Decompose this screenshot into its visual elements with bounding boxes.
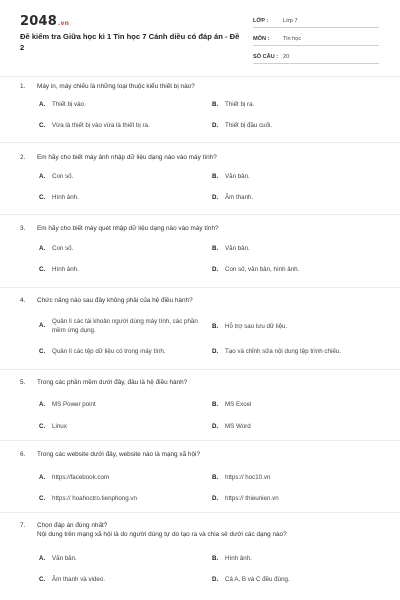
option-c[interactable] — [39, 423, 189, 432]
option-text: Con số. — [52, 245, 74, 252]
question-number: 4. — [20, 297, 26, 304]
option-letter: C. — [39, 348, 46, 355]
option-d[interactable] — [212, 576, 382, 585]
option-text: Văn bản. — [225, 173, 250, 180]
question-divider — [0, 287, 400, 288]
meta-value: Tin học — [283, 35, 302, 42]
question-1 — [20, 82, 385, 129]
option-c[interactable] — [39, 194, 189, 203]
option-letter: A. — [39, 474, 46, 481]
option-d[interactable] — [212, 266, 384, 275]
option-letter: C. — [39, 576, 46, 583]
option-text: Âm thanh và video. — [52, 576, 105, 583]
option-d[interactable] — [212, 495, 382, 504]
header-divider — [0, 76, 400, 77]
meta-row-class — [253, 14, 379, 28]
option-letter: B. — [212, 401, 219, 408]
option-letter: D. — [212, 194, 219, 201]
option-a[interactable] — [39, 555, 189, 564]
option-text: MS Word — [225, 423, 251, 430]
question-text: Trong các phần mềm dưới đây, đâu là hệ điều hành? — [37, 379, 188, 386]
option-letter: A. — [39, 555, 46, 562]
option-b[interactable] — [212, 245, 382, 254]
option-a[interactable] — [39, 101, 189, 110]
option-text: Hỗ trợ sao lưu dữ liệu. — [225, 323, 288, 330]
meta-label: LỚP : — [253, 17, 269, 24]
option-d[interactable] — [212, 122, 382, 131]
option-text: Linux — [52, 423, 67, 430]
option-letter: A. — [39, 245, 46, 252]
question-text — [37, 521, 385, 539]
question-stem — [20, 224, 385, 233]
question-text: Chức năng nào sau đây không phải của hệ điều hành? — [37, 297, 193, 304]
site-logo[interactable] — [20, 14, 69, 29]
question-text: Máy in, máy chiếu là những loại thuộc kiểu thiết bị nào? — [37, 83, 195, 90]
option-text: Vừa là thiết bị vào vừa là thiết bị ra. — [52, 122, 150, 129]
option-b[interactable] — [212, 474, 382, 483]
question-number: 2. — [20, 154, 26, 161]
question-stem — [20, 153, 385, 162]
option-text: https:// thieunien.vn — [225, 495, 279, 502]
option-d[interactable] — [212, 348, 387, 357]
question-2 — [20, 153, 385, 201]
option-d[interactable] — [212, 194, 382, 203]
logo-suffix: .vn — [57, 20, 70, 27]
question-text: Em hãy cho biết máy quét nhập dữ liệu dạng nào vào máy tính? — [37, 225, 219, 232]
question-text-line: Nội dung trên mạng xã hội là do người dùng tự do tạo ra và chia sẻ dưới các dạng nào? — [37, 531, 287, 538]
option-text: Văn bản. — [225, 245, 250, 252]
option-text: Con số. — [52, 173, 74, 180]
option-c[interactable] — [39, 266, 189, 275]
option-letter: A. — [39, 101, 46, 108]
question-4 — [20, 296, 385, 355]
option-c[interactable] — [39, 576, 189, 585]
question-divider — [0, 440, 400, 441]
option-b[interactable] — [212, 401, 382, 410]
option-letter: C. — [39, 122, 46, 129]
option-letter: B. — [212, 101, 219, 108]
option-text: MS Power point — [52, 401, 96, 408]
option-text: Thiết bị đầu cuối. — [225, 122, 273, 129]
question-number: 3. — [20, 225, 26, 232]
option-b[interactable] — [212, 101, 382, 110]
option-a[interactable] — [39, 318, 199, 335]
question-stem — [20, 378, 385, 387]
option-text: Hình ảnh. — [52, 266, 79, 273]
document-header — [0, 0, 400, 72]
option-letter: C. — [39, 495, 46, 502]
option-letter: C. — [39, 194, 46, 201]
option-a[interactable] — [39, 245, 189, 254]
question-divider — [0, 214, 400, 215]
option-text: Thiết bị ra. — [225, 101, 255, 108]
question-6 — [20, 450, 385, 502]
option-letter: C. — [39, 423, 46, 430]
option-text: Văn bản. — [52, 555, 77, 562]
option-text: Tạo và chỉnh sửa nội dung tệp trình chiếu. — [225, 348, 341, 355]
meta-value: Lớp 7 — [283, 17, 298, 24]
option-text: MS Excel — [225, 401, 252, 408]
question-stem — [20, 82, 385, 91]
meta-row-subject — [253, 32, 379, 46]
option-text: Thiết bị vào. — [52, 101, 86, 108]
question-number: 6. — [20, 451, 26, 458]
option-letter: A. — [39, 401, 46, 408]
question-text: Trong các website dưới đây, website nào là mạng xã hội? — [37, 451, 200, 458]
document-meta — [253, 14, 379, 68]
meta-label: SỐ CÂU : — [253, 53, 279, 60]
question-7 — [20, 521, 385, 583]
option-a[interactable] — [39, 173, 189, 182]
option-b[interactable] — [212, 555, 382, 564]
option-c[interactable] — [39, 348, 209, 357]
option-letter: A. — [39, 173, 46, 180]
option-c[interactable] — [39, 122, 209, 131]
question-number: 5. — [20, 379, 26, 386]
option-letter: B. — [212, 173, 219, 180]
option-b[interactable] — [212, 173, 382, 182]
meta-label: MÔN : — [253, 35, 270, 42]
option-text: Hình ảnh. — [225, 555, 252, 562]
question-divider — [0, 142, 400, 143]
option-text: Quản lí các tệp dữ liệu có trong máy tính. — [52, 348, 166, 355]
question-stem — [20, 521, 385, 539]
question-number: 1. — [20, 83, 26, 90]
document-title: Đề kiểm tra Giữa học kì 1 Tin học 7 Cánh diều có đáp án - Đề 2 — [20, 32, 240, 52]
option-a[interactable] — [39, 401, 189, 410]
question-divider — [0, 369, 400, 370]
option-text: https:// hoc10.vn — [225, 474, 271, 481]
logo-text: 2048 — [20, 14, 57, 29]
option-letter: C. — [39, 266, 46, 273]
option-letter: D. — [212, 576, 219, 583]
option-text: https://facebook.com — [52, 474, 110, 481]
option-text: Quản lí các tài khoản người dùng máy tính, các phần mềm ứng dụng. — [52, 318, 198, 334]
option-letter: B. — [212, 474, 219, 481]
question-text: Em hãy cho biết máy ảnh nhập dữ liệu dạng nào vào máy tính? — [37, 154, 217, 161]
meta-row-question-count — [253, 50, 379, 64]
option-letter: D. — [212, 122, 219, 129]
option-text: Hình ảnh. — [52, 194, 79, 201]
option-letter: B. — [212, 555, 219, 562]
option-letter: D. — [212, 423, 219, 430]
option-c[interactable] — [39, 495, 209, 504]
option-text: Cả A, B và C đều đúng. — [225, 576, 290, 583]
option-letter: D. — [212, 266, 219, 273]
question-text-line: Chọn đáp án đúng nhất? — [37, 522, 108, 529]
question-divider — [0, 512, 400, 513]
option-letter: B. — [212, 245, 219, 252]
option-letter: A. — [39, 322, 46, 330]
option-letter: D. — [212, 495, 219, 502]
question-5 — [20, 378, 385, 430]
option-a[interactable] — [39, 474, 199, 483]
option-text: Âm thanh. — [225, 194, 254, 201]
option-b[interactable] — [212, 323, 382, 332]
option-d[interactable] — [212, 423, 382, 432]
question-stem — [20, 450, 385, 459]
option-letter: B. — [212, 323, 219, 330]
question-number: 7. — [20, 522, 26, 529]
option-letter: D. — [212, 348, 219, 355]
meta-value: 20 — [283, 53, 290, 60]
option-text: Con số, văn bản, hình ảnh. — [225, 266, 300, 273]
option-text: https:// hoahoctro.tienphong.vn — [52, 495, 137, 502]
question-stem — [20, 296, 385, 305]
question-3 — [20, 224, 385, 273]
